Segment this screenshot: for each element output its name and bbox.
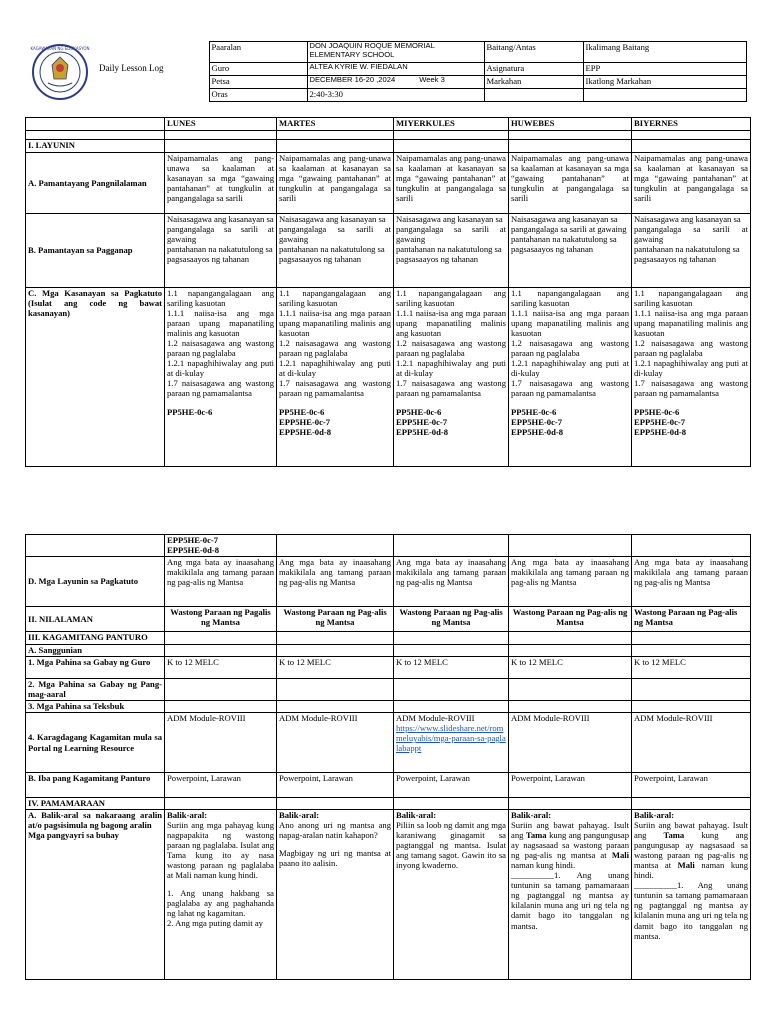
iba-miyerkules: Powerpoint, Larawan: [394, 773, 509, 798]
iba-biyernes: Powerpoint, Larawan: [632, 773, 751, 798]
portal-huwebes: ADM Module-ROVIII: [509, 713, 632, 773]
pagganap-huwebes: Naisasagawa ang kasanayan sa pangangalaga sa sarili at gawaing pantahanan na nakatutulong sa pagsasaayos ng tahanan: [509, 214, 632, 288]
portal-lunes: ADM Module-ROVIII: [165, 713, 277, 773]
aaral-pahina-label: 2. Mga Pahina sa Gabay ng Pang-mag-aaral: [26, 679, 165, 701]
kasanayan-miyerkules: 1.1 napangangalagaan ang sariling kasuotan 1.1.1 naiisa-isa ang mga paraan upang mapanatiling malinis ang kasuotan 1.2 naisasagawa ang wastong paraan ng paglalaba 1.2.1 napaghihiwalay ang puti at di-kulay 1.7 naisasagawa ang wastong paraan ng pamamalantsa PP5HE-0c-6 EPP5HE-0c-7 EPP5HE-0d-8: [394, 288, 509, 467]
nilalaman-miyerkules: Wastong Paraan ng Pag-alis ng Mantsa: [394, 607, 509, 632]
nilalaman-huwebes: Wastong Paraan ng Pag-alis ng Mantsa: [509, 607, 632, 632]
nilalaman-martes: Wastong Paraan ng Pag-alis ng Mantsa: [277, 607, 394, 632]
iba-lunes: Powerpoint, Larawan: [165, 773, 277, 798]
empty-cell: [26, 118, 165, 131]
day-martes: MARTES: [277, 118, 394, 131]
paaralan-label: Paaralan: [209, 42, 307, 63]
pagganap-martes: Naisasagawa ang kasanayan sa pangangalaga sa sarili at gawaing pantahanan na nakatutulong sa pagsasaayos ng tahanan: [277, 214, 394, 288]
balik-aral-label: A. Balik-aral sa nakaraang aralin at/o pagsisimula ng bagong aralin Mga pangyayri sa buhay: [26, 810, 165, 980]
portal-biyernes: ADM Module-ROVIII: [632, 713, 751, 773]
week-value: Week 3: [419, 75, 445, 84]
day-lunes: LUNES: [165, 118, 277, 131]
pangnilalaman-miyerkules: Naipamamalas ang pang-unawa sa kaalaman at kasanayan sa mga “gawaing pantahanan” at tungkulin at pangangalaga sa sarili: [394, 153, 509, 214]
markahan-value: Ikatlong Markahan: [583, 76, 746, 89]
portal-label: 4. Karagdagang Kagamitan mula sa Portal ng Learning Resource: [26, 713, 165, 773]
guro-pahina-lunes: K to 12 MELC: [165, 657, 277, 679]
pagganap-lunes: Naisasagawa ang kasanayan sa pangangalaga sa sarili at gawaing pantahanan na nakatutulong sa pagsasaayos ng tahanan: [165, 214, 277, 288]
balik-lunes: Balik-aral: Suriin ang mga pahayag kung nagpapakita ng wastong paraan ng paglalaba. Isulat ang Tama kung ito ay nasa wastong paraan ng paglalaba at Mali naman kung hindi. 1. Ang unang hakbang sa paglalaba ay ang paghahanda ng lahat ng kagamitan. 2. Ang mga puting damit ay: [165, 810, 277, 980]
layunin-pagkatuto-lunes: Ang mga bata ay inaasahang makikilala ang tamang paraan ng pag-alis ng Mantsa: [165, 557, 277, 607]
pagganap-label: B. Pamantayan sa Pagganap: [26, 214, 165, 288]
kasanayan-huwebes: 1.1 napangangalagaan ang sariling kasuotan 1.1.1 naiisa-isa ang mga paraan upang mapanatiling malinis ang kasuotan 1.2 naisasagawa ang wastong paraan ng paglalaba 1.2.1 napaghihiwalay ang puti at di-kulay 1.7 naisasagawa ang wastong paraan ng pamamalantsa PP5HE-0c-6 EPP5HE-0c-7 EPP5HE-0d-8: [509, 288, 632, 467]
baitang-label: Baitang/Antas: [484, 42, 583, 63]
slideshare-link[interactable]: https://www.slideshare.net/rommeluyabis/mga-paraan-sa-paglalabappt: [396, 723, 506, 754]
pangnilalaman-lunes: Naipamamalas ang pang-unawa sa kaalaman at kasanayan sa mga “gawaing pantahanan” at tungkulin at pangangalaga sa sarili: [165, 153, 277, 214]
guro-pahina-miyerkules: K to 12 MELC: [394, 657, 509, 679]
balik-biyernes: Balik-aral: Suriin ang bawat pahayag. Isult ang Tama kung ang pangungusap ay nagsasaad sa wastong paraan ng pag-alis ng mantsa at Mali naman kung hindi. __________1. Ang unang tuntunin sa tamang pamamaraan ng pagtanggal ng mantsa ay kilalanin muna ang uri ng tela ng damit bago ito tanggalan ng mantsa.: [632, 810, 751, 980]
pangnilalaman-huwebes: Naipamamalas ang pang-unawa sa kaalaman at kasanayan sa mga “gawaing pantahanan” at tungkulin at pangangalaga sa sarili: [509, 153, 632, 214]
kasanayan-martes: 1.1 napangangalagaan ang sariling kasuotan 1.1.1 naiisa-isa ang mga paraan upang mapanatiling malinis ang kasuotan 1.2 naisasagawa ang wastong paraan ng paglalaba 1.2.1 napaghihiwalay ang puti at di-kulay 1.7 naisasagawa ang wastong paraan ng pamamalantsa PP5HE-0c-6 EPP5HE-0c-7 EPP5HE-0d-8: [277, 288, 394, 467]
markahan-label: Markahan: [484, 76, 583, 89]
kagamitan-heading: III. KAGAMITANG PANTURO: [26, 632, 165, 645]
continued-codes: EPP5HE-0c-7 EPP5HE-0d-8: [165, 535, 277, 557]
layunin-pagkatuto-martes: Ang mga bata ay inaasahang makikilala ang tamang paraan ng pag-alis ng Mantsa: [277, 557, 394, 607]
balik-huwebes: Balik-aral: Suriin ang bawat pahayag. Isult ang Tama kung ang pangungusap ay nagsasaad sa wastong paraan ng pag-alis ng mantsa at Mali naman kung hindi. __________1. Ang unang tuntunin sa tamang pamamaraan ng pagtanggal ng mantsa ay kilalanin muna ang uri ng tela ng damit bago ito tanggalan ng mantsa.: [509, 810, 632, 980]
teksbuk-label: 3. Mga Pahina sa Teksbuk: [26, 701, 165, 713]
document-title: Daily Lesson Log: [99, 63, 164, 73]
day-miyerkules: MIYERKULES: [394, 118, 509, 131]
pamamaraan-heading: IV. PAMAMARAAN: [26, 798, 165, 810]
kasanayan-lunes: 1.1 napangangalagaan ang sariling kasuotan 1.1.1 naiisa-isa ang mga paraan upang mapanatiling malinis ang kasuotan 1.2 naisasagawa ang wastong paraan ng paglalaba 1.2.1 napaghihiwalay ang puti at di-kulay 1.7 naisasagawa ang wastong paraan ng pamamalantsa PP5HE-0c-6: [165, 288, 277, 467]
iba-martes: Powerpoint, Larawan: [277, 773, 394, 798]
pagganap-biyernes: Naisasagawa ang kasanayan sa pangangalaga sa sarili at gawaing pantahanan na nakatutulong sa pagsasaayos ng tahanan: [632, 214, 751, 288]
guro-value: ALTEA KYRIE W. FIEDALAN: [307, 63, 484, 76]
kasanayan-label: C. Mga Kasanayan sa Pagkatuto (Isulat ang code ng bawat kasanayan): [26, 288, 165, 467]
layunin-pagkatuto-miyerkules: Ang mga bata ay inaasahang makikilala ang tamang paraan ng pag-alis ng Mantsa: [394, 557, 509, 607]
nilalaman-biyernes: Wastong Paraan ng Pag-alis ng Mantsa: [632, 607, 751, 632]
layunin-pagkatuto-label: D. Mga Layunin sa Pagkatuto: [26, 557, 165, 607]
lesson-table-page1: [25, 117, 751, 467]
layunin-pagkatuto-huwebes: Ang mga bata ay inaasahang makikilala ang tamang paraan ng pag-alis ng Mantsa: [509, 557, 632, 607]
day-biyernes: BIYERNES: [632, 118, 751, 131]
guro-label: Guro: [209, 63, 307, 76]
day-huwebes: HUWEBES: [509, 118, 632, 131]
guro-pahina-label: 1. Mga Pahina sa Gabay ng Guro: [26, 657, 165, 679]
balik-miyerkules: Balik-aral: Piliin sa loob ng damit ang mga karaniwang ginagamit sa pagtanggal ng mantsa. Isulat ang tamang sagot. Gawin ito sa inyong kwaderno.: [394, 810, 509, 980]
pangnilalaman-label: A. Pamantayang Pangnilalaman: [26, 153, 165, 214]
layunin-heading: I. LAYUNIN: [26, 140, 165, 153]
logo-cell: [27, 42, 209, 102]
nilalaman-label: II. NILALAMAN: [26, 607, 165, 632]
empty-cell: [583, 89, 746, 102]
nilalaman-lunes: Wastong Paraan ng Pagalis ng Mantsa: [165, 607, 277, 632]
pagganap-miyerkules: Naisasagawa ang kasanayan sa pangangalaga sa sarili at gawaing pantahanan na nakatutulong sa pagsasaayos ng tahanan: [394, 214, 509, 288]
pangnilalaman-biyernes: Naipamamalas ang pang-unawa sa kaalaman at kasanayan sa mga “gawaing pantahanan” at tungkulin at pangangalaga sa sarili: [632, 153, 751, 214]
baitang-value: Ikalimang Baitang: [583, 42, 746, 63]
lesson-table-page2: [25, 534, 751, 980]
oras-label: Oras: [209, 89, 307, 102]
iba-huwebes: Powerpoint, Larawan: [509, 773, 632, 798]
portal-miyerkules: ADM Module-ROVIII https://www.slideshare.net/rommeluyabis/mga-paraan-sa-paglalabappt: [394, 713, 509, 773]
guro-pahina-biyernes: K to 12 MELC: [632, 657, 751, 679]
asignatura-label: Asignatura: [484, 63, 583, 76]
layunin-pagkatuto-biyernes: Ang mga bata ay inaasahang makikilala ang tamang paraan ng pag-alis ng Mantsa: [632, 557, 751, 607]
empty-cell: [484, 89, 583, 102]
petsa-cell: [307, 76, 484, 89]
pangnilalaman-martes: Naipamamalas ang pang-unawa sa kaalaman at kasanayan sa mga “gawaing pantahanan” at tungkulin at pangangalaga sa sarili: [277, 153, 394, 214]
petsa-value: DECEMBER 16-20 ,2024: [309, 75, 396, 84]
petsa-label: Petsa: [209, 76, 307, 89]
asignatura-value: EPP: [583, 63, 746, 76]
code: PP5HE-0c-6: [167, 406, 213, 417]
balik-martes: Balik-aral: Ano anong uri ng mantsa ang napag-aralan natin kahapon? Magbigay ng uri ng mantsa at paano ito aalisin.: [277, 810, 394, 980]
header-table: [27, 41, 747, 102]
iba-kagamitan-label: B. Iba pang Kagamitang Panturo: [26, 773, 165, 798]
oras-value: 2:40-3:30: [307, 89, 484, 102]
sanggunian-label: A. Sanggunian: [26, 645, 165, 657]
guro-pahina-huwebes: K to 12 MELC: [509, 657, 632, 679]
paaralan-value: DON JOAQUIN ROQUE MEMORIAL ELEMENTARY SCHOOL: [307, 42, 484, 63]
kasanayan-biyernes: 1.1 napangangalagaan ang sariling kasuotan 1.1.1 naiisa-isa ang mga paraan upang mapanatiling malinis ang kasuotan 1.2 naisasagawa ang wastong paraan ng paglalaba 1.2.1 napaghihiwalay ang puti at di-kulay 1.7 naisasagawa ang wastong paraan ng pamamalantsa PP5HE-0c-6 EPP5HE-0c-7 EPP5HE-0d-8: [632, 288, 751, 467]
guro-pahina-martes: K to 12 MELC: [277, 657, 394, 679]
portal-martes: ADM Module-ROVIII: [277, 713, 394, 773]
svg-text:KAGAWARAN NG EDUKASYON: KAGAWARAN NG EDUKASYON: [30, 46, 90, 51]
